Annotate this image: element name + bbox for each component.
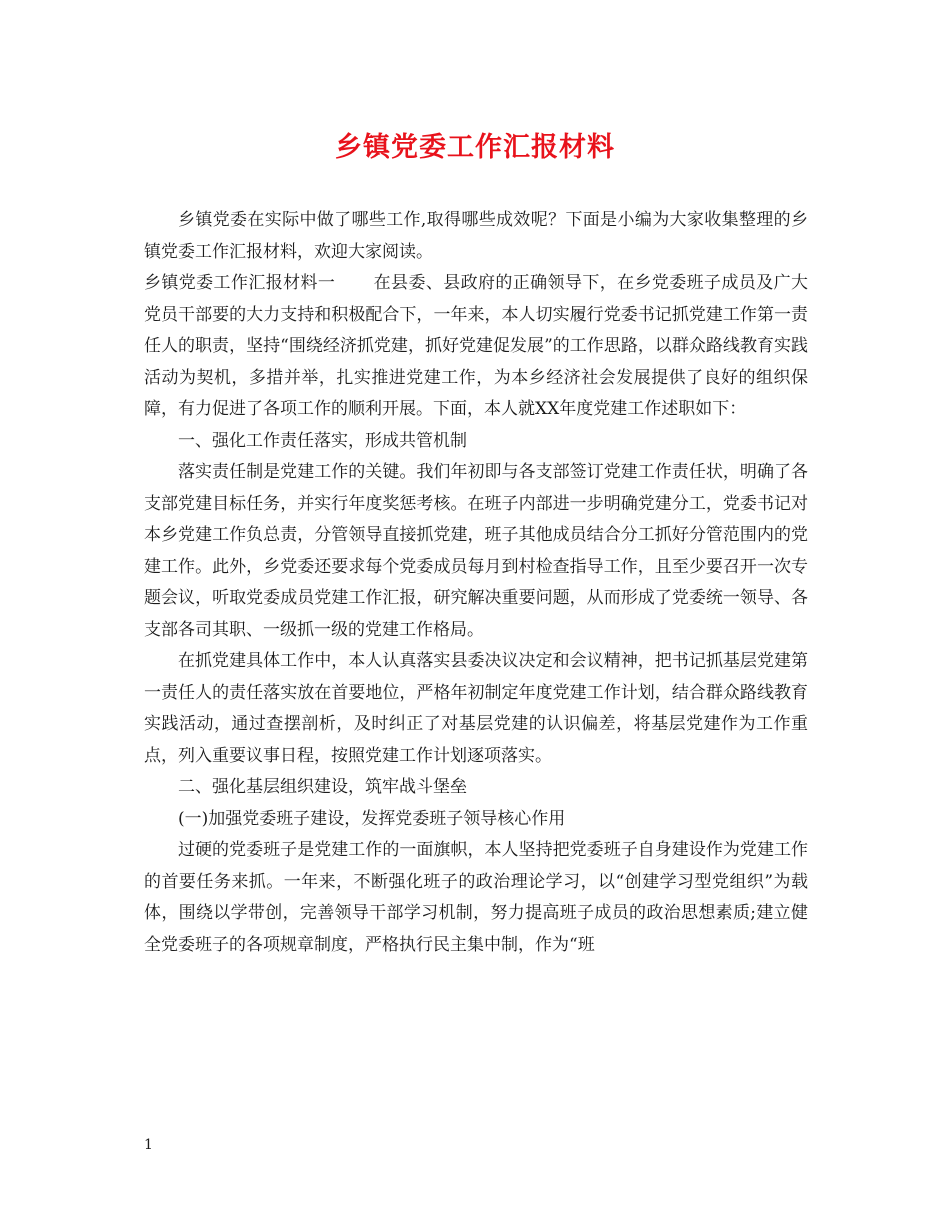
section-heading-one: 一、强化工作责任落实，形成共管机制: [178, 430, 467, 451]
body-paragraph-three: 过硬的党委班子是党建工作的一面旗帜，本人坚持把党委班子自身建设作为党建工作的首要任务来抓。一年来，不断强化班子的政治理论学习，以“创建学习型党组织”为载体，围绕以学带创，完善领导干部学习机制，努力提高班子成员的政治思想素质;建立健全党委班子的各项规章制度，严格执行民主集中制，作为“班: [144, 840, 808, 955]
page-number: 1: [144, 1137, 153, 1153]
body-paragraph-two: 在抓党建具体工作中，本人认真落实县委决议决定和会议精神，把书记抓基层党建第一责任人的责任落实放在首要地位，严格年初制定年度党建工作计划，结合群众路线教育实践活动，通过查摆剖析，及时纠正了对基层党建的认识偏差，将基层党建作为工作重点，列入重要议事日程，按照党建工作计划逐项落实。: [144, 651, 808, 766]
part-one-paragraph: [144, 268, 808, 426]
body-paragraph-one: 落实责任制是党建工作的关键。我们年初即与各支部签订党建工作责任状，明确了各支部党建目标任务，并实行年度奖惩考核。在班子内部进一步明确党建分工，党委书记对本乡党建工作负总责，分管领导直接抓党建，班子其他成员结合分工抓好分管范围内的党建工作。此外，乡党委还要求每个党委成员每月到村检查指导工作，且至少要召开一次专题会议，听取党委成员党建工作汇报，研究解决重要问题，从而形成了党委统一领导、各支部各司其职、一级抓一级的党建工作格局。: [144, 462, 808, 640]
part-text: 在县委、县政府的正确领导下，在乡党委班子成员及广大党员干部要的大力支持和积极配合下，一年来，本人切实履行党委书记抓党建工作第一责任人的职责，坚持“围绕经济抓党建，抓好党建促发展”的工作思路，以群众路线教育实践活动为契机，多措并举，扎实推进党建工作，为本乡经济社会发展提供了良好的组织保障，有力促进了各项工作的顺利开展。下面，本人就XX年度党建工作述职如下：: [144, 273, 809, 419]
document-title: 乡镇党委工作汇报材料: [335, 132, 615, 163]
intro-paragraph: 乡镇党委在实际中做了哪些工作,取得哪些成效呢？下面是小编为大家收集整理的乡镇党委工作汇报材料，欢迎大家阅读。: [144, 210, 808, 262]
part-label: 乡镇党委工作汇报材料一: [144, 273, 336, 293]
subsection-heading-one: (一)加强党委班子建设，发挥党委班子领导核心作用: [178, 808, 566, 829]
document-body: [144, 205, 808, 961]
section-heading-two: 二、强化基层组织建设，筑牢战斗堡垒: [178, 777, 467, 797]
